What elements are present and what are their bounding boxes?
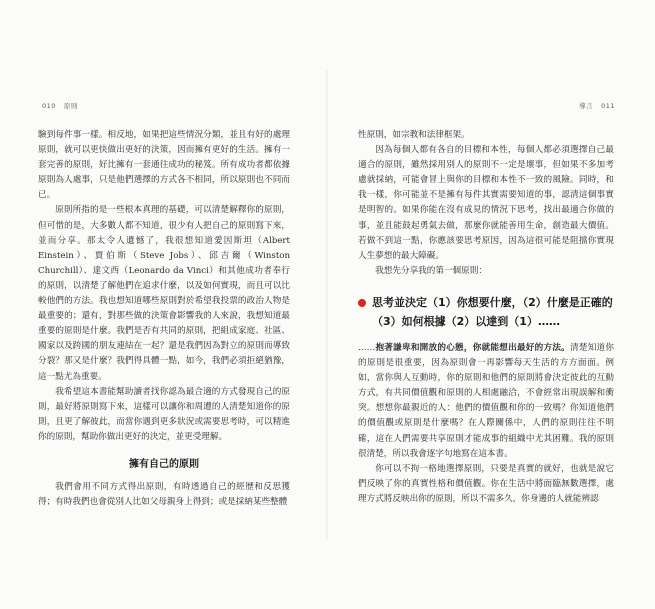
left-paragraph-3: 我希望這本書能幫助讀者找你認為最合適的方式發現自己的原則，最好將原則寫下來，這樣可以讓你和周遭的人清楚知道你的原則，且更了解彼此，而當你遇到更多狀況或需要思考時，可以精進你的原則，幫助你做出更好的決定，並更受理解。 [38, 386, 290, 442]
right-paragraph-4-body: 清楚知道你的原則是很重要，因為原則會一再影響每天生活的方方面面。例如，當你與人互動時，你的原則和他們的原則將會決定彼此的互動方式，有共同價值觀和原則的人相處融洽，不會經常出現誤解和衝突。想想你最親近的人：他們的價值觀和你的一致嗎？你知道他們的價值觀或原則是什麼嗎？在人際關係中，人們的原則往往不明確，這在人們需要共享原則才能成事的組織中尤其困難。我的原則很清楚，所以我會逐字句地寫在這本書。 [358, 342, 614, 459]
left-page [0, 0, 327, 609]
left-paragraph-1: 驗到每件事一樣。相反地，如果把這些情況分類，並且有好的處理原則，就可以更快做出更好的決策，因而擁有更好的生活。擁有一套完善的原則，好比擁有一套通往成功的秘笈。所有成功者都依據原則為人處事，只是他們選擇的方式各不相同，所以原則也不同而已。 [38, 130, 290, 201]
right-folio [575, 101, 619, 110]
right-paragraph-3: 我想先分享我的第一個原則： [375, 265, 487, 276]
right-page-number: 011 [601, 102, 615, 110]
left-paragraph-4: 我們會用不同方式得出原則，有時透過自己的經歷和反思獲得；有時我們也會從別人比如父母親身上得到；或是採納某些整體 [38, 482, 290, 508]
left-running-head: 原則 [63, 102, 78, 110]
red-bullet-icon [358, 299, 366, 307]
left-page-number: 010 [42, 102, 56, 110]
section-heading: 擁有自己的原則 [129, 458, 199, 470]
left-folio [38, 101, 82, 110]
ellipsis-prefix: …… [358, 342, 376, 353]
left-text-block [38, 128, 290, 510]
right-page [328, 0, 655, 609]
right-paragraph-1: 性原則，如宗教和法律框架。 [358, 130, 470, 140]
left-paragraph-2: 原則所指的是一些根本真理的基礎，可以清楚解釋你的原則，但可惜的是，大多數人都不知道，很少有人把自己的原則寫下來，並而分享。那太令人遺憾了，我很想知道愛因斯坦（Albert Einstein）、賈伯斯（Steve Jobs）、邱吉爾（Winston Churchill）、達文西（Leonardo da Vinci）和其他成功者奉行的原則，以清楚了解他們在追求什麼，以及如何實現，而且可以比較他們的方法。我也想知道哪些原則對於希望我投票的政治人物是最重要的；還有，對那些做的決策會影響我的人來說，我想知道最重要的原則是什麼。我們是否有共同的原則，把組成家庭、社區、國家以及跨國的朋友連結在一起？還是我們因為對立的原則而導致分裂？那又是什麼？我們得具體一點，如今，我們必須拒絕猶豫，這一點尤為重要。 [38, 205, 290, 382]
right-paragraph-4 [358, 341, 614, 462]
principle-text: 思考並決定（1）你想要什麼，（2）什麼是正確的（3）如何根據（2）以達到（1）…… [372, 295, 613, 328]
right-running-head: 導言 [579, 102, 594, 110]
right-paragraph-2: 因為每個人都有各自的目標和本性，每個人都必須選擇自己最適合的原則，雖然採用別人的原則不一定是壞事，但如果不多加考慮就採納，可能會冒上與你的目標和本性不一致的風險。同時，和我一樣，你可能並不是擁有每件其實需要知道的事，認清這個事實是明智的。如果你能在沒有成見的情況下思考，找出最適合你做的事，並且能鼓起勇氣去做，那麼你就能善用生命，創造最大價值。若做不到這一點，你應該要思考原因，因為這很可能是阻擋你實現人生夢想的最大障礙。 [358, 145, 614, 261]
right-paragraph-5: 你可以不拘一格地選擇原則，只要是真實的就好，也就是說它們反映了你的真實性格和價值觀。你在生活中將面臨無數選擇，處理方式將反映出你的原則，所以不需多久，你身邊的人就能辨認 [358, 463, 614, 504]
right-text-block [358, 128, 614, 507]
principle-callout [358, 293, 614, 331]
emphasis-text: 抱著謙卑和開放的心態，你就能想出最好的方法。 [375, 342, 571, 353]
